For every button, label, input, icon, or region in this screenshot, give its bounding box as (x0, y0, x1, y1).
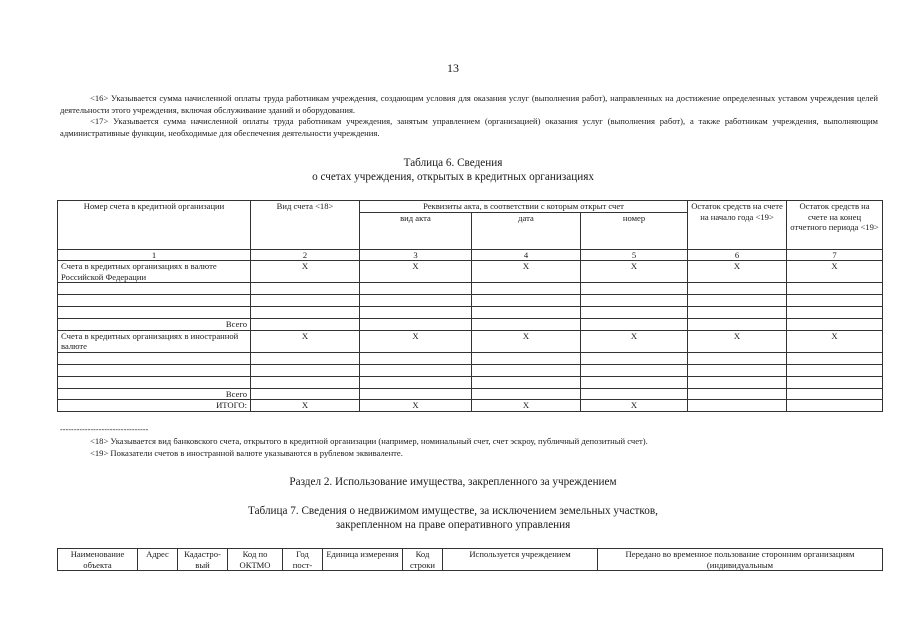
footnote-separator: -------------------------------- (60, 425, 149, 434)
th-account-number: Номер счета в кредитной организации (58, 201, 251, 250)
table-row (58, 352, 883, 364)
table7 (57, 548, 883, 571)
x-mark: X (251, 261, 360, 283)
th-act-type: вид акта (360, 212, 472, 249)
section2-title: Раздел 2. Использование имущества, закрепленного за учреждением (289, 476, 617, 488)
table-row (58, 319, 883, 331)
x-mark: X (688, 261, 787, 283)
total-label: Всего (58, 319, 251, 331)
th-account-type: Вид счета <18> (251, 201, 360, 250)
table6 (57, 200, 883, 412)
table-row (58, 400, 883, 412)
th-transferred: Передано во временное пользование сторонним организациям (индивидуальным (598, 549, 883, 571)
th-balance-start: Остаток средств на счете на начало года <19> (688, 201, 787, 250)
col-number: 1 (58, 249, 251, 261)
x-mark: X (581, 261, 688, 283)
col-number: 2 (251, 249, 360, 261)
x-mark: X (360, 400, 472, 412)
x-mark: X (688, 330, 787, 352)
x-mark: X (360, 330, 472, 352)
footnote-19-text: <19> Показатели счетов в иностранной валюте указываются в рублевом эквиваленте. (90, 448, 403, 458)
x-mark: X (360, 261, 472, 283)
table-row (58, 364, 883, 376)
table-row (58, 283, 883, 295)
table-row (58, 307, 883, 319)
col-number: 3 (360, 249, 472, 261)
footnote-18 (60, 436, 878, 448)
th-act-number: номер (581, 212, 688, 249)
th-balance-end: Остаток средств на счете на конец отчетного периода <19> (787, 201, 883, 250)
x-mark: X (581, 330, 688, 352)
col-number-row (58, 249, 883, 261)
footnote-19 (60, 448, 878, 460)
table7-title (0, 504, 906, 532)
table6-title-line2: о счетах учреждения, открытых в кредитных организациях (312, 171, 594, 183)
th-act-details: Реквизиты акта, в соответствии с которым открыт счет (360, 201, 688, 213)
th-address: Адрес (138, 549, 178, 571)
th-oktmo: Код по ОКТМО (228, 549, 283, 571)
x-mark: X (251, 400, 360, 412)
table-row (58, 388, 883, 400)
th-object-name: Наименование объекта (58, 549, 138, 571)
th-cadastral: Кадастро-вый (178, 549, 228, 571)
page-number: 13 (447, 61, 459, 75)
section-foreign-label: Счета в кредитных организациях в иностранной валюте (58, 330, 251, 352)
x-mark: X (581, 400, 688, 412)
th-line-code: Код строки (403, 549, 443, 571)
col-number: 6 (688, 249, 787, 261)
table-row (58, 376, 883, 388)
x-mark: X (787, 330, 883, 352)
x-mark: X (472, 330, 581, 352)
table-row (58, 330, 883, 352)
table6-title (0, 156, 906, 184)
footnote-17 (60, 116, 878, 139)
th-unit: Единица измерения (323, 549, 403, 571)
table7-title-line2: закрепленном на праве оперативного управления (335, 519, 571, 531)
section-rub-label: Счета в кредитных организациях в валюте Российской Федерации (58, 261, 251, 283)
table-row (58, 295, 883, 307)
x-mark: X (472, 261, 581, 283)
th-year: Год пост- (283, 549, 323, 571)
th-act-date: дата (472, 212, 581, 249)
footnote-17-text: <17> Указывается сумма начисленной оплаты труда работникам учреждения, занятым управлением (организацией) оказания услуг (выполнения работ), а также работникам учреждения, выполняющим административные функции, необходимые для обеспечения деятельности учреждения. (60, 116, 878, 138)
col-number: 4 (472, 249, 581, 261)
col-number: 5 (581, 249, 688, 261)
col-number: 7 (787, 249, 883, 261)
x-mark: X (472, 400, 581, 412)
table7-title-line1: Таблица 7. Сведения о недвижимом имуществе, за исключением земельных участков, (248, 505, 658, 517)
footnote-18-text: <18> Указывается вид банковского счета, открытого в кредитной организации (например, номинальный счет, счет эскроу, публичный депозитный счет). (90, 436, 648, 446)
th-used: Используется учреждением (443, 549, 598, 571)
table-row (58, 261, 883, 283)
total-label: Всего (58, 388, 251, 400)
grand-total-label: ИТОГО: (58, 400, 251, 412)
table6-title-line1: Таблица 6. Сведения (403, 157, 503, 169)
x-mark: X (251, 330, 360, 352)
footnote-16 (60, 93, 878, 116)
x-mark: X (787, 261, 883, 283)
footnote-16-text: <16> Указывается сумма начисленной оплаты труда работникам учреждения, создающим условия для оказания услуг (выполнения работ), направленных на достижение определенных уставом учреждения целей деятельности этого учреждения, включая обслуживание зданий и оборудования. (60, 93, 878, 115)
